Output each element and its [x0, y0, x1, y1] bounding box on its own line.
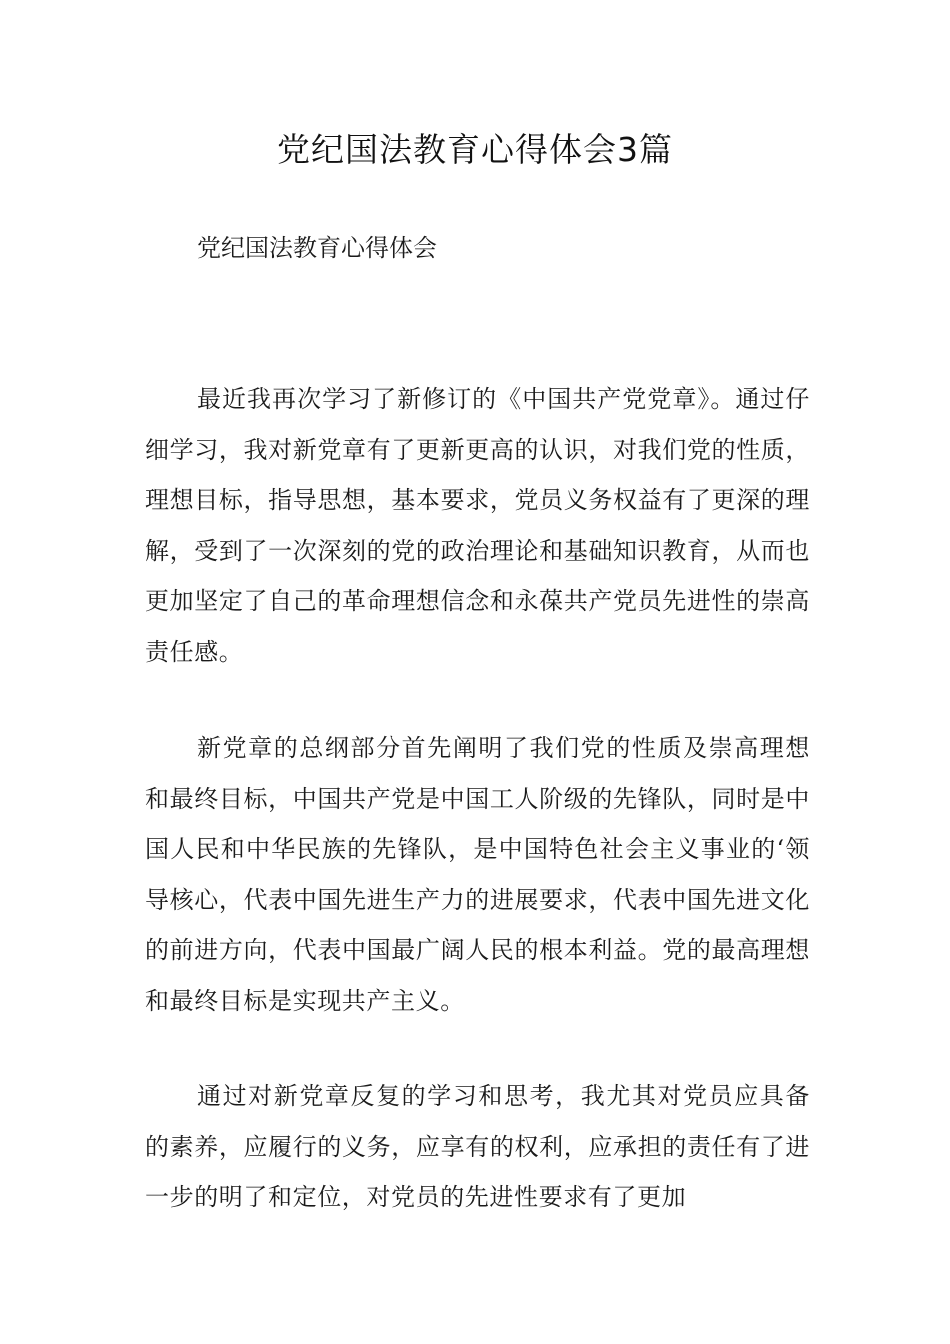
section-heading: 党纪国法教育心得体会 [197, 234, 437, 262]
paragraph-2: 新党章的总纲部分首先阐明了我们党的性质及崇高理想和最终目标，中国共产党是中国工人阶级的先锋队，同时是中国人民和中华民族的先锋队，是中国特色社会主义事业的‘领导核心，代表中国先进生产力的进展要求，代表中国先进文化的前进方向，代表中国最广阔人民的根本利益。党的最高理想和最终目标是实现共产主义。 [145, 734, 810, 1015]
paragraph-1: 最近我再次学习了新修订的《中国共产党党章》。通过仔细学习，我对新党章有了更新更高的认识，对我们党的性质，理想目标，指导思想，基本要求，党员义务权益有了更深的理解，受到了一次深刻的党的政治理论和基础知识教育，从而也更加坚定了自己的革命理想信念和永葆共产党员先进性的崇高责任感。 [145, 385, 810, 666]
page-title: 党纪国法教育心得体会3篇 [277, 130, 673, 169]
paragraph-3: 通过对新党章反复的学习和思考，我尤其对党员应具备的素养，应履行的义务，应享有的权利，应承担的责任有了进一步的明了和定位，对党员的先进性要求有了更加 [145, 1082, 810, 1211]
